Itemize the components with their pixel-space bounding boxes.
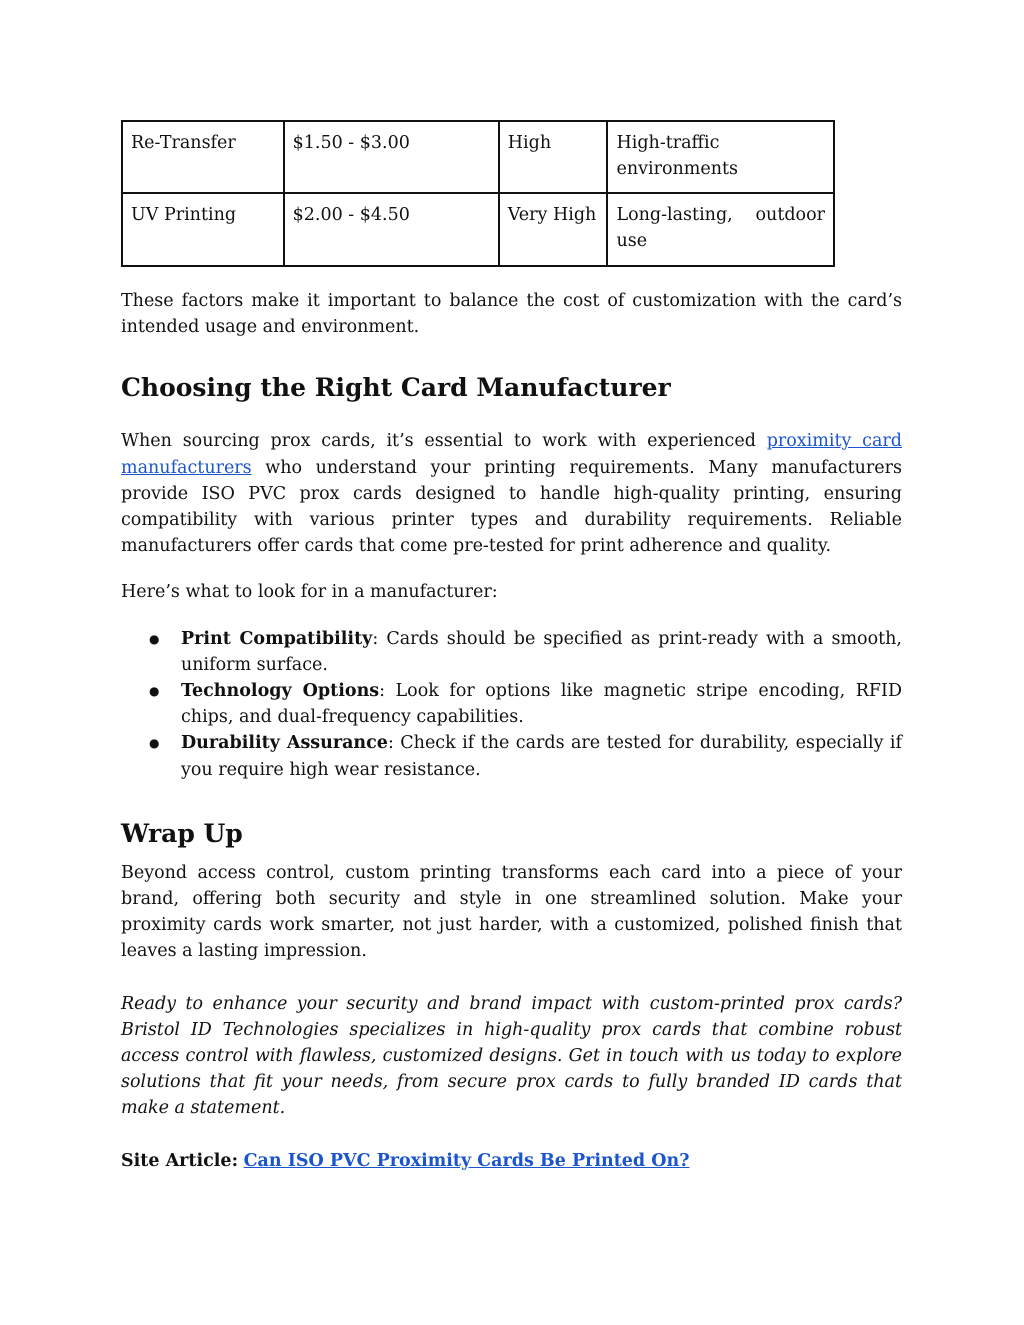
list-item-term: Durability Assurance [181, 733, 388, 754]
intro-paragraph: These factors make it important to balance the cost of customization with the card’s intended usage and environment. [121, 291, 902, 338]
bullet-icon: ● [149, 631, 160, 646]
table-cell-durability: Very High [499, 193, 608, 266]
site-article-link[interactable]: Can ISO PVC Proximity Cards Be Printed On? [243, 1150, 690, 1171]
list-item-text: : Cards should be specified as print-ready with a smooth, uniform surface. [181, 628, 902, 675]
list-item [121, 626, 902, 678]
list-item-text: : Check if the cards are tested for durability, especially if you require high wear resistance. [181, 733, 903, 780]
list-item-term: Technology Options [181, 681, 380, 702]
manufacturer-paragraph-end: who understand your printing requirements. Many manufacturers provide ISO PVC prox cards designed to handle high-quality printing, ensuring compatibility with various printer types and durability requirements. Reliable manufacturers offer cards that come pre-tested for print adherence and quality. [121, 457, 902, 557]
table-cell-method: UV Printing [122, 193, 284, 266]
section-heading-choose-manufacturer: Choosing the Right Card Manufacturer [121, 373, 671, 403]
list-item [121, 730, 902, 782]
table-row [122, 193, 834, 266]
table-cell-best-for: High-traffic environments [607, 121, 834, 193]
bullet-icon: ● [149, 684, 160, 699]
bullet-icon: ● [149, 736, 160, 751]
manufacturer-paragraph-start: When sourcing prox cards, it’s essential to work with experienced [121, 431, 767, 452]
manufacturer-criteria-list [121, 626, 902, 783]
site-article-line [121, 1148, 902, 1174]
table-row [122, 121, 834, 193]
table-cell-cost: $1.50 - $3.00 [284, 121, 499, 193]
table-cell-cost: $2.00 - $4.50 [284, 193, 499, 266]
manufacturer-paragraph [121, 428, 902, 559]
list-item-term: Print Compatibility [181, 628, 373, 649]
document-page [121, 120, 902, 1174]
site-article-label: Site Article: [121, 1150, 239, 1171]
printing-cost-table [121, 120, 835, 267]
list-item-text: : Look for options like magnetic stripe encoding, RFID chips, and dual-frequency capabilities. [181, 681, 902, 728]
table-cell-best-for: Long-lasting, outdoor use [607, 193, 834, 266]
table-cell-method: Re-Transfer [122, 121, 284, 193]
wrap-up-paragraph: Beyond access control, custom printing transforms each card into a piece of your brand, offering both security and style in one streamlined solution. Make your proximity cards work smarter, not just harder, with a customized, polished finish that leaves a lasting impression. [121, 862, 902, 962]
table-cell-durability: High [499, 121, 608, 193]
proximity-card-manufacturers-link[interactable]: proximity card manufacturers [121, 431, 902, 478]
section-heading-wrap-up: Wrap Up [121, 818, 243, 848]
list-item [121, 678, 902, 730]
call-to-action-paragraph: Ready to enhance your security and brand impact with custom-printed prox cards? Bristol ID Technologies specializes in high-quality prox cards that combine robust access control with flawless, customized designs. Get in touch with us today to explore solutions that fit your needs, from secure prox cards to fully branded ID cards that make a statement. [121, 993, 902, 1119]
manufacturer-lead-in: Here’s what to look for in a manufacturer: [121, 582, 498, 603]
